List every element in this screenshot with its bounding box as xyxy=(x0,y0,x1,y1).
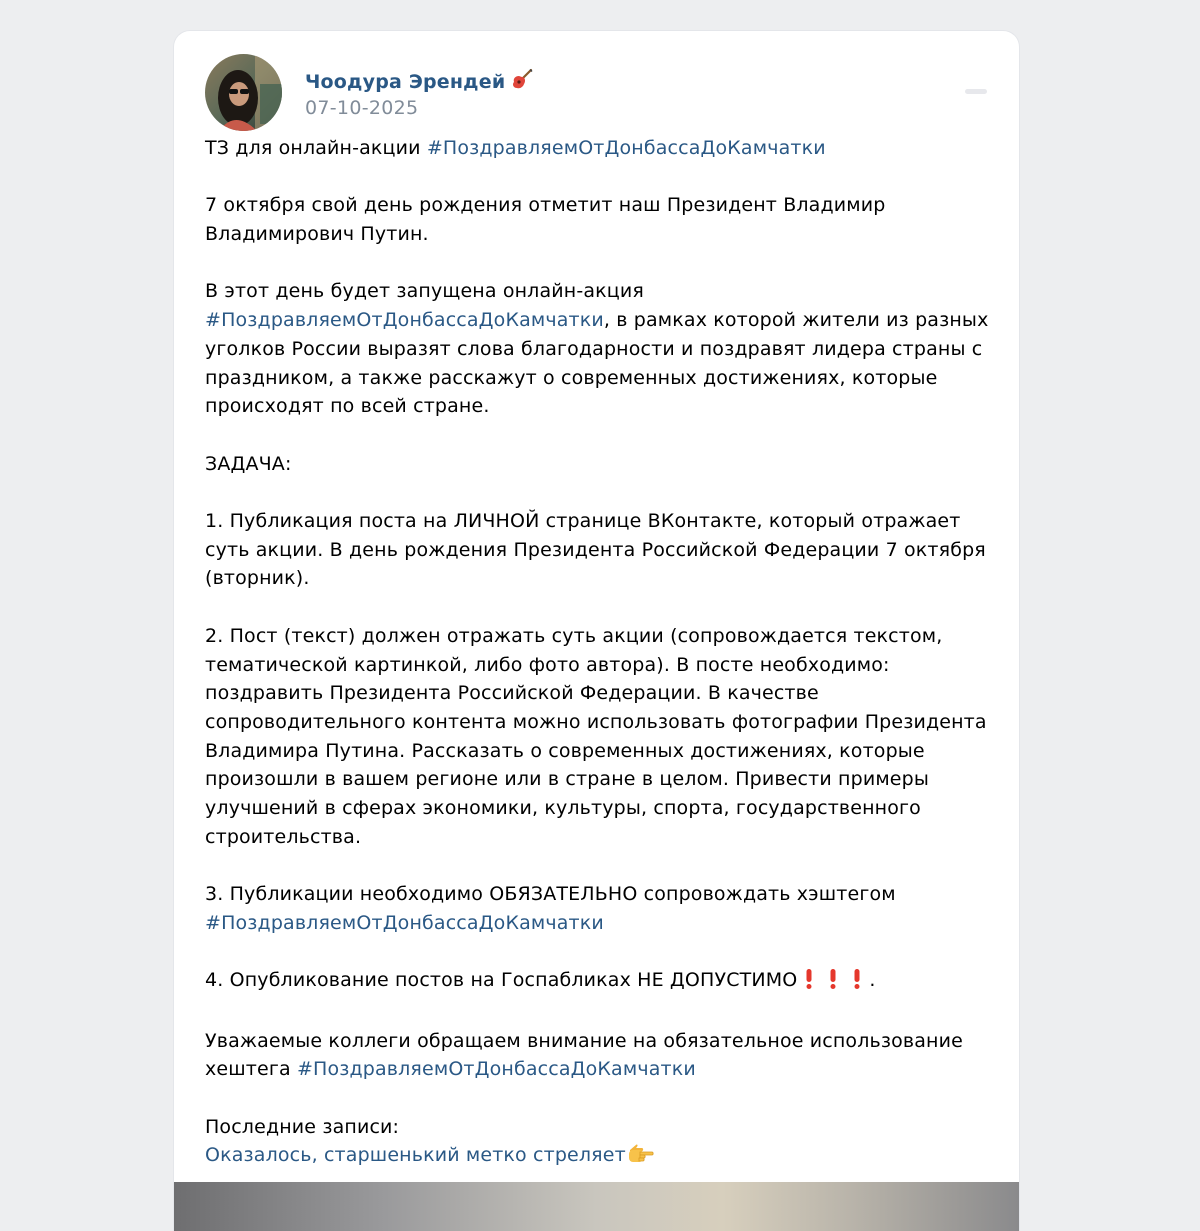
paragraph-last-posts xyxy=(205,1113,995,1173)
post-header xyxy=(205,54,995,132)
paragraph-action xyxy=(205,277,995,421)
post-text xyxy=(205,134,995,1173)
attached-image-preview[interactable] xyxy=(174,1182,1019,1231)
paragraph-hashtag-notice xyxy=(205,1027,995,1084)
red-exclamation-icon xyxy=(806,969,812,998)
notice-text: Уважаемые коллеги обращаем внимание на обязательное использование хештега xyxy=(205,1029,963,1081)
task-3-text: 3. Публикации необходимо ОБЯЗАТЕЛЬНО сопровождать хэштегом xyxy=(205,883,896,906)
hashtag-link[interactable]: #ПоздравляемОтДонбассаДоКамчатки xyxy=(426,137,826,159)
post-card xyxy=(174,31,1019,1231)
paragraph-task-1: 1. Публикация поста на ЛИЧНОЙ странице ВКонтакте, который отражает суть акции. В день рождения Президента Российской Федерации 7 октября (вторник). xyxy=(205,510,986,590)
avatar[interactable] xyxy=(205,54,282,131)
task-4-period: . xyxy=(869,969,876,992)
paragraph-task-4 xyxy=(205,966,995,998)
action-text-end: , в рамках которой жители из разных уголков России выразят слова благодарности и поздравят лидера страны с праздником, а также расскажут о современных достижениях, которые происходят по всей стране. xyxy=(205,309,989,418)
last-post-link[interactable]: Оказалось, старшенький метко стреляет xyxy=(205,1144,626,1167)
action-text-start: В этот день будет запущена онлайн-акция xyxy=(205,280,644,303)
hashtag-link[interactable]: #ПоздравляемОтДонбассаДоКамчатки xyxy=(296,1058,696,1081)
red-exclamation-icon xyxy=(830,969,836,998)
hashtag-link[interactable]: #ПоздравляемОтДонбассаДоКамчатки xyxy=(205,911,604,934)
pointing-hand-icon xyxy=(628,1144,654,1173)
intro-text: ТЗ для онлайн-акции xyxy=(205,137,427,159)
author-name[interactable] xyxy=(305,68,533,95)
paragraph-birthday: 7 октября свой день рождения отметит наш Президент Владимир Владимирович Путин. xyxy=(205,194,886,246)
paragraph-task-heading: ЗАДАЧА: xyxy=(205,452,292,475)
post-date[interactable]: 07-10-2025 xyxy=(305,97,419,119)
more-options-icon[interactable] xyxy=(965,89,987,94)
guitar-icon xyxy=(511,68,533,95)
red-exclamation-icon xyxy=(854,969,860,998)
author-name-text[interactable]: Чоодура Эрендей xyxy=(305,71,506,93)
paragraph-intro xyxy=(205,134,995,163)
hashtag-link[interactable]: #ПоздравляемОтДонбассаДоКамчатки xyxy=(205,309,604,332)
last-posts-label: Последние записи: xyxy=(205,1115,400,1138)
paragraph-task-2: 2. Пост (текст) должен отражать суть акции (сопровождается текстом, тематической картинкой, либо фото автора). В посте необходимо: поздравить Президента Российской Федерации. В качестве сопроводительного контента можно использовать фотографии Президента Владимира Путина. Рассказать о современных достижениях, которые произошли в вашем регионе или в стране в целом. Привести примеры улучшений в сферах экономики, культуры, спорта, государственного строительства. xyxy=(205,624,987,848)
paragraph-task-3 xyxy=(205,880,995,937)
task-4-text: 4. Опубликование постов на Госпабликах НЕ ДОПУСТИМО xyxy=(205,969,798,992)
